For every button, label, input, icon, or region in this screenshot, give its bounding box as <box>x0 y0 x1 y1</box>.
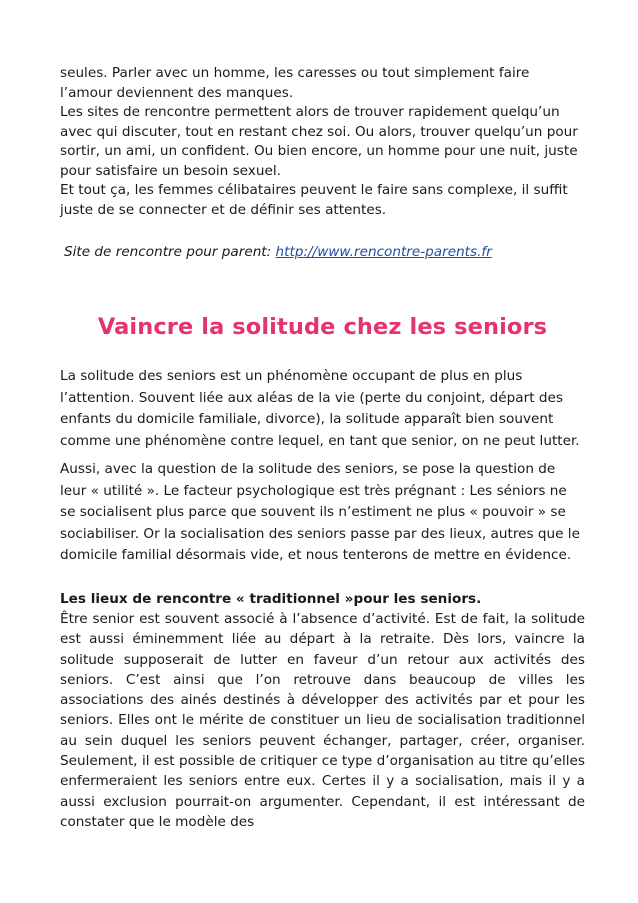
section-title: Vaincre la solitude chez les seniors <box>97 314 548 340</box>
intro-paragraph-3: Et tout ça, les femmes célibataires peuvent le faire sans complexe, il suffit juste de se connecter et de définir ses attentes. <box>60 182 568 218</box>
intro-paragraph-2: Les sites de rencontre permettent alors de trouver rapidement quelqu’un avec qui discuter, tout en restant chez soi. Ou alors, trouver quelqu’un pour sortir, un ami, un confident. Ou bien encore, un homme pour une nuit, juste pour satisfaire un besoin sexuel. <box>60 104 578 179</box>
document-page <box>60 64 585 832</box>
section-paragraph-1: La solitude des seniors est un phénomène occupant de plus en plus l’attention. Souvent liée aux aléas de la vie (perte du conjoint, départ des enfants du domicile familiale, divorce), la solitude apparaît bien souvent comme une phénomène contre lequel, en tant que senior, on ne peut lutter. <box>60 368 580 449</box>
section-subheading: Les lieux de rencontre « traditionnel »pour les seniors. <box>60 590 482 607</box>
section-paragraph-3: Être senior est souvent associé à l’absence d’activité. Est de fait, la solitude est aussi éminemment liée au départ à la retraite. Dès lors, vaincre la solitude supposerait de lutter en faveur d’un retour aux activités des seniors. C’est ainsi que l’on retrouve dans beaucoup de villes les associations des ainés destinés à développer des activités par et pour les seniors. Elles ont le mérite de constituer un lieu de socialisation traditionnel au sein duquel les seniors peuvent échanger, partager, créer, organiser. Seulement, il est possible de critiquer ce type d’organisation au titre qu’elles enfermeraient les seniors entre eux. Certes il y a socialisation, mais il y a aussi exclusion pourrait-on argumenter. Cependant, il est intéressant de constater que le modèle des <box>60 611 585 830</box>
source-label: Site de rencontre pour parent: <box>64 244 276 260</box>
intro-block <box>60 64 585 220</box>
source-link[interactable]: http://www.rencontre-parents.fr <box>275 244 492 260</box>
source-line <box>64 242 585 262</box>
section-paragraph-2: Aussi, avec la question de la solitude des seniors, se pose la question de leur « utilité ». Le facteur psychologique est très prégnant : Les séniors ne se socialisent plus parce que souvent ils n’estiment ne plus « pouvoir » se sociabiliser. Or la socialisation des seniors passe par des lieux, autres que le domicile familial désormais vide, et nous tenterons de mettre en évidence. <box>60 461 580 563</box>
intro-paragraph-1: seules. Parler avec un homme, les caresses ou tout simplement faire l’amour deviennent des manques. <box>60 65 530 101</box>
